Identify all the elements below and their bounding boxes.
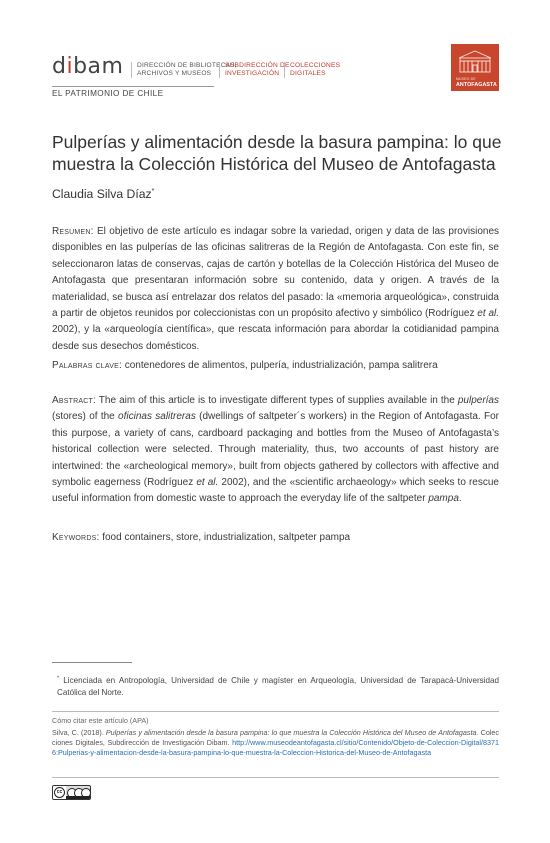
footnote-mark: * bbox=[57, 675, 60, 682]
museum-logo bbox=[451, 44, 499, 91]
author-name: Claudia Silva Díaz bbox=[52, 187, 152, 201]
cc-icon: cc bbox=[54, 787, 65, 798]
header-tagline: EL PATRIMONIO DE CHILE bbox=[52, 89, 164, 98]
citation-top-divider bbox=[52, 711, 499, 712]
author-footnote bbox=[57, 675, 499, 699]
header-divider bbox=[52, 86, 214, 87]
header-col3-line2: DIGITALES bbox=[290, 70, 326, 77]
abstract-italic-3: et al. bbox=[196, 477, 219, 489]
header-subdireccion bbox=[219, 62, 290, 78]
abstract-italic-2: oficinas salitreras bbox=[118, 411, 196, 423]
citation-middle: Colecciones Digitales, Subdirección de Investigación Dibam. bbox=[52, 728, 499, 747]
abstract-text-4: 2002), and the «scientific archaeology» which seeks to rescue useful information from domestic waste to approach the everyday life of the saltpeter bbox=[52, 477, 499, 505]
keywords-label: Keywords: bbox=[52, 532, 100, 543]
museum-building-icon bbox=[457, 49, 493, 75]
citation-prefix: Silva, C. (2018). bbox=[52, 728, 106, 737]
header-col2-line1: SUBDIRECCIÓN DE bbox=[225, 62, 290, 69]
resumen-label: Resumen: bbox=[52, 226, 94, 237]
resumen-text-1: El objetivo de este artículo es indagar sobre la variedad, origen y data de las provisiones disponibles en las pulperías de las oficinas salitreras de la Región de Antofagasta. Con este fin, se seleccionaron latas de conservas, cajas de cartón y botellas de la Colección Histórica del Museo de Antofagasta que presentaran información sobre su contenido, data y origen. A través de la materialidad, se busca así entrelazar dos relatos del pasado: la «memoria arqueológica», construida a partir de objetos reunidos por coleccionistas con un propósito afectivo y simbólico (Rodríguez bbox=[52, 226, 499, 320]
resumen-text-2: 2002), y la «arqueología científica», que rescata información para abordar la cotidianidad pampina desde sus desechos domésticos. bbox=[52, 324, 499, 352]
logo-text-suffix: bam bbox=[73, 54, 124, 79]
abstract-paragraph bbox=[52, 393, 499, 508]
abstract-text-2: (stores) of the bbox=[52, 411, 119, 423]
footnote-divider bbox=[52, 662, 132, 663]
resumen-et-al: et al. bbox=[477, 308, 500, 320]
header-col2-line2: INVESTIGACIÓN bbox=[225, 70, 280, 77]
abstract-label: Abstract: bbox=[52, 395, 96, 406]
museum-label-small: MUSEO DE bbox=[456, 77, 476, 81]
cc-badge-bar bbox=[66, 796, 90, 799]
header-col1-line2: ARCHIVOS Y MUSEOS bbox=[137, 70, 212, 77]
header-colecciones bbox=[284, 62, 340, 78]
palabras-clave-label: Palabras clave: bbox=[52, 360, 122, 371]
article-author bbox=[52, 187, 154, 201]
citation-bottom-divider bbox=[52, 777, 499, 778]
abstract-italic-4: pampa bbox=[428, 493, 459, 505]
abstract-text-1: The aim of this article is to investigate different types of supplies available in the bbox=[95, 395, 458, 406]
logo-text-prefix: d bbox=[52, 54, 67, 79]
resumen-paragraph bbox=[52, 224, 499, 355]
article-title: Pulperías y alimentación desde la basura pampina: lo que muestra la Colección Histórica del Museo de Antofagasta bbox=[52, 132, 502, 174]
abstract-italic-1: pulperías bbox=[457, 395, 499, 406]
museum-label-name: ANTOFAGASTA bbox=[456, 82, 497, 88]
citation-label: Cómo citar este artículo (APA) bbox=[52, 716, 149, 725]
header-col1-line1: DIRECCIÓN DE BIBLIOTECAS, bbox=[137, 62, 237, 69]
header-col3-line1: COLECCIONES bbox=[290, 62, 341, 69]
palabras-clave-paragraph bbox=[52, 358, 499, 374]
creative-commons-license-badge[interactable] bbox=[52, 785, 91, 800]
dibam-logo bbox=[52, 54, 123, 79]
abstract-text-5: . bbox=[458, 493, 462, 505]
abstract-text-3: (dwellings of saltpeter´s workers) in the Region of Antofagasta. For this purpose, a variety of cans, cardboard packaging and bottles from the Museo of Antofagasta’s historical collection were selected. Through materiality, thus, two accounts of past history are intertwined: the «archeological memory», built from objects gathered by collectors with affective and symbolic eagerness (Rodríguez bbox=[52, 411, 499, 489]
keywords-paragraph bbox=[52, 530, 499, 546]
footnote-text: Licenciada en Antropología, Universidad de Chile y magíster en Arqueología, Universidad de Tarapacá-Universidad Católica del Norte. bbox=[57, 676, 499, 697]
author-footnote-mark: * bbox=[151, 187, 155, 195]
citation-text bbox=[52, 728, 499, 757]
citation-url-link[interactable]: http://www.museodeantofagasta.cl/sitio/Contenido/Objeto-de-Coleccion-Digital/83716:Pulperias-y-alimentacion-desde-la-basura-pampina-lo-que-muestra-la-Coleccion-Historica-del-Museo-de-Antofagasta bbox=[52, 737, 499, 757]
citation-title: Pulperías y alimentación desde la basura pampina: lo que muestra la Colección Histórica del Museo de Antofagasta. bbox=[105, 728, 479, 737]
palabras-clave-text: contenedores de alimentos, pulpería, industrialización, pampa salitrera bbox=[121, 360, 438, 371]
keywords-text: food containers, store, industrialization, saltpeter pampa bbox=[99, 532, 351, 543]
logo-text-i: i bbox=[66, 54, 74, 79]
